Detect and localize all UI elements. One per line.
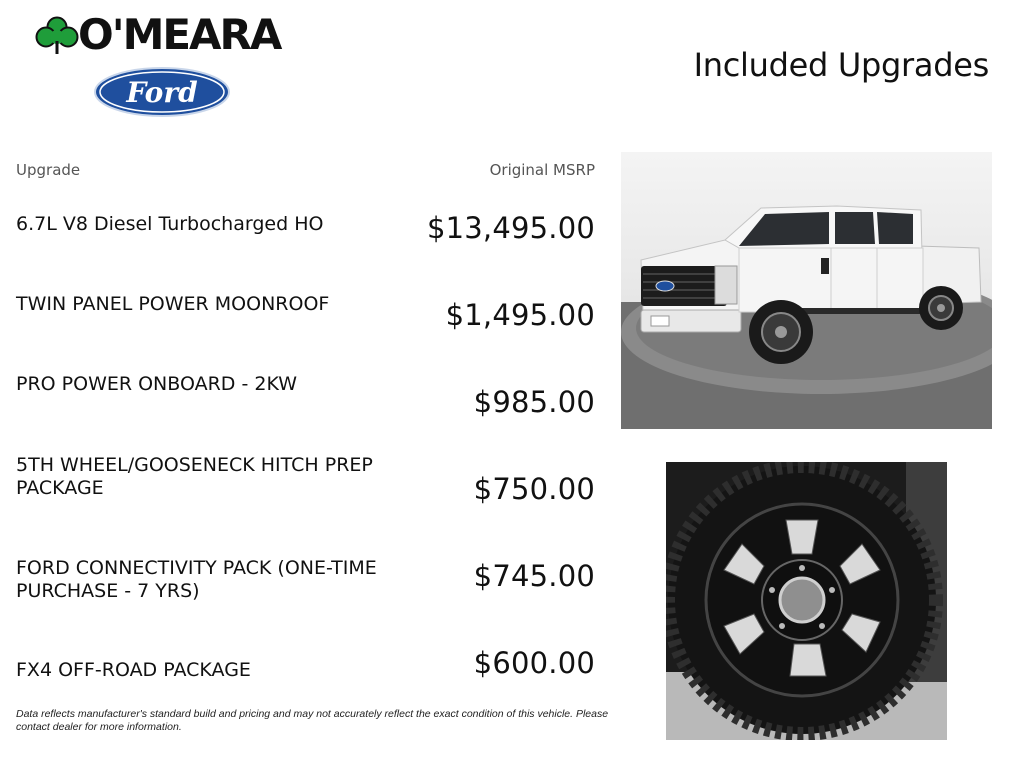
- column-header-upgrade: Upgrade: [16, 161, 81, 179]
- dealer-wordmark: O'MEARA: [78, 10, 281, 59]
- upgrade-price: $600.00: [473, 646, 595, 680]
- upgrade-name: PRO POWER ONBOARD - 2KW: [16, 373, 298, 395]
- upgrade-name: FX4 OFF-ROAD PACKAGE: [16, 659, 251, 681]
- shamrock-icon: [34, 16, 80, 56]
- upgrade-name: TWIN PANEL POWER MOONROOF: [16, 293, 330, 315]
- upgrade-price: $745.00: [473, 559, 595, 593]
- upgrade-name: 5TH WHEEL/GOOSENECK HITCH PREP PACKAGE: [16, 454, 373, 499]
- upgrade-price: $985.00: [473, 385, 595, 419]
- omeara-logo: [34, 10, 290, 59]
- page-title: Included Upgrades: [693, 46, 989, 84]
- wheel-photo: [666, 462, 947, 740]
- upgrade-price: $750.00: [473, 472, 595, 506]
- truck-photo: [621, 152, 992, 429]
- upgrade-name: FORD CONNECTIVITY PACK (ONE-TIME PURCHASE - 7 YRS): [16, 557, 377, 602]
- upgrade-price: $1,495.00: [445, 298, 595, 332]
- upgrade-name: 6.7L V8 Diesel Turbocharged HO: [16, 213, 324, 235]
- ford-logo-text: Ford: [126, 76, 198, 109]
- upgrade-price: $13,495.00: [426, 211, 595, 245]
- disclaimer-text: Data reflects manufacturer's standard build and pricing and may not accurately reflect the exact condition of this vehicle. Please contact dealer for more information.: [16, 708, 609, 733]
- column-header-msrp: Original MSRP: [489, 161, 595, 179]
- ford-logo: [93, 66, 231, 118]
